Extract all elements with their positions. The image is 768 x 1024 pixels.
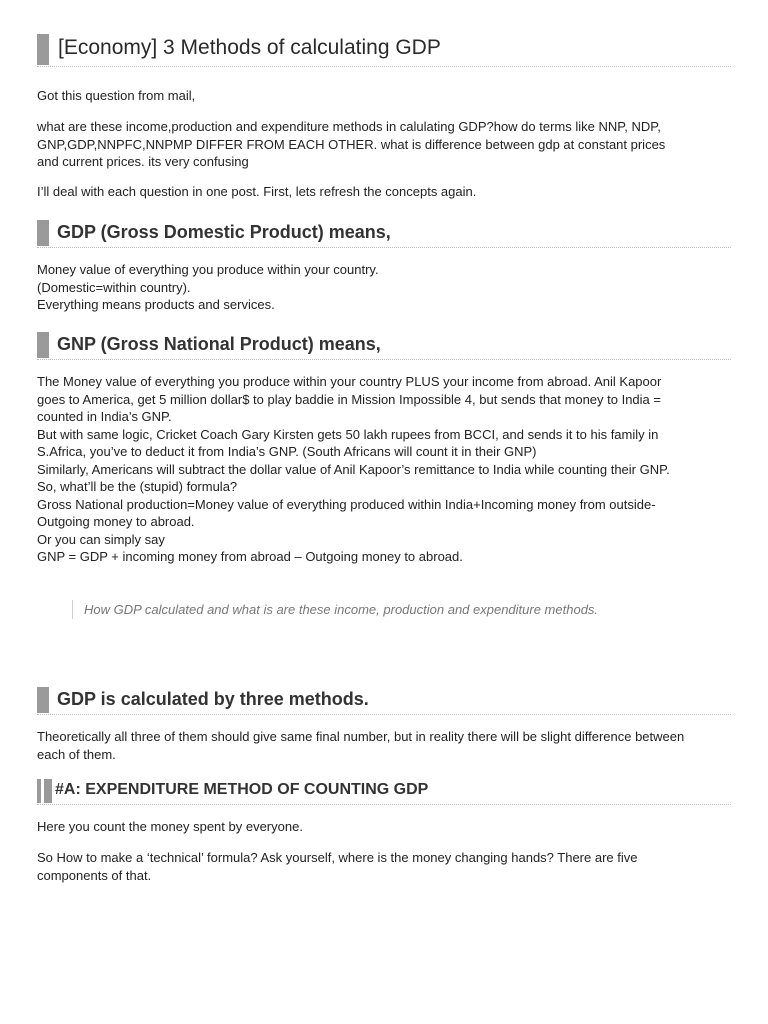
expenditure-method-heading: #A: EXPENDITURE METHOD OF COUNTING GDP: [37, 779, 731, 805]
blockquote: How GDP calculated and what is are these income, production and expenditure methods.: [72, 600, 598, 619]
heading-accent-bar: [37, 34, 49, 65]
gdp-section-heading: GDP (Gross Domestic Product) means,: [37, 220, 731, 248]
heading-accent-bar: [37, 687, 49, 713]
methods-section-heading: GDP is calculated by three methods.: [37, 687, 731, 715]
expenditure-paragraph-1: Here you count the money spent by everyone.: [37, 819, 303, 834]
gnp-section-heading: GNP (Gross National Product) means,: [37, 332, 731, 360]
heading-accent-bar: [37, 779, 41, 803]
article-title-heading: [37, 34, 731, 67]
expenditure-paragraph-2: So How to make a ‘technical’ formula? Ask yourself, where is the money changing hands? There are five components of that.: [37, 850, 638, 883]
page-title: [Economy] 3 Methods of calculating GDP: [58, 36, 441, 59]
heading-accent-bar-secondary: [44, 779, 52, 803]
intro-paragraph-3: I’ll deal with each question in one post. First, lets refresh the concepts again.: [37, 184, 477, 199]
intro-paragraph-1: Got this question from mail,: [37, 88, 196, 103]
methods-paragraph: Theoretically all three of them should give same final number, but in reality there will be slight difference between each of them.: [37, 729, 685, 762]
intro-paragraph-2: what are these income,production and expenditure methods in calulating GDP?how do terms like NNP, NDP, GNP,GDP,NNPFC,NNPMP DIFFER FROM EACH OTHER. what is difference between gdp at constant prices and current prices. its very confusing: [37, 119, 666, 169]
gdp-definition: Money value of everything you produce within your country. (Domestic=within country). Everything means products and services.: [37, 262, 379, 312]
heading-accent-bar: [37, 220, 49, 246]
heading-accent-bar: [37, 332, 49, 358]
gnp-definition: The Money value of everything you produce within your country PLUS your income from abroad. Anil Kapoor goes to America, get 5 million dollar$ to play baddie in Mission Impossible 4, but sends that money to India = counted in India’s GNP. But with same logic, Cricket Coach Gary Kirsten gets 50 lakh rupees from BCCI, and sends it to his family in S.Africa, you’ve to deduct it from India’s GNP. (South Africans will count it in their GNP) Similarly, Americans will subtract the dollar value of Anil Kapoor’s remittance to India while counting their GNP. So, what’ll be the (stupid) formula? Gross National production=Money value of everything produced within India+Incoming money from outside- Outgoing money to abroad. Or you can simply say GNP = GDP + incoming money from abroad – Outgoing money to abroad.: [37, 374, 670, 564]
